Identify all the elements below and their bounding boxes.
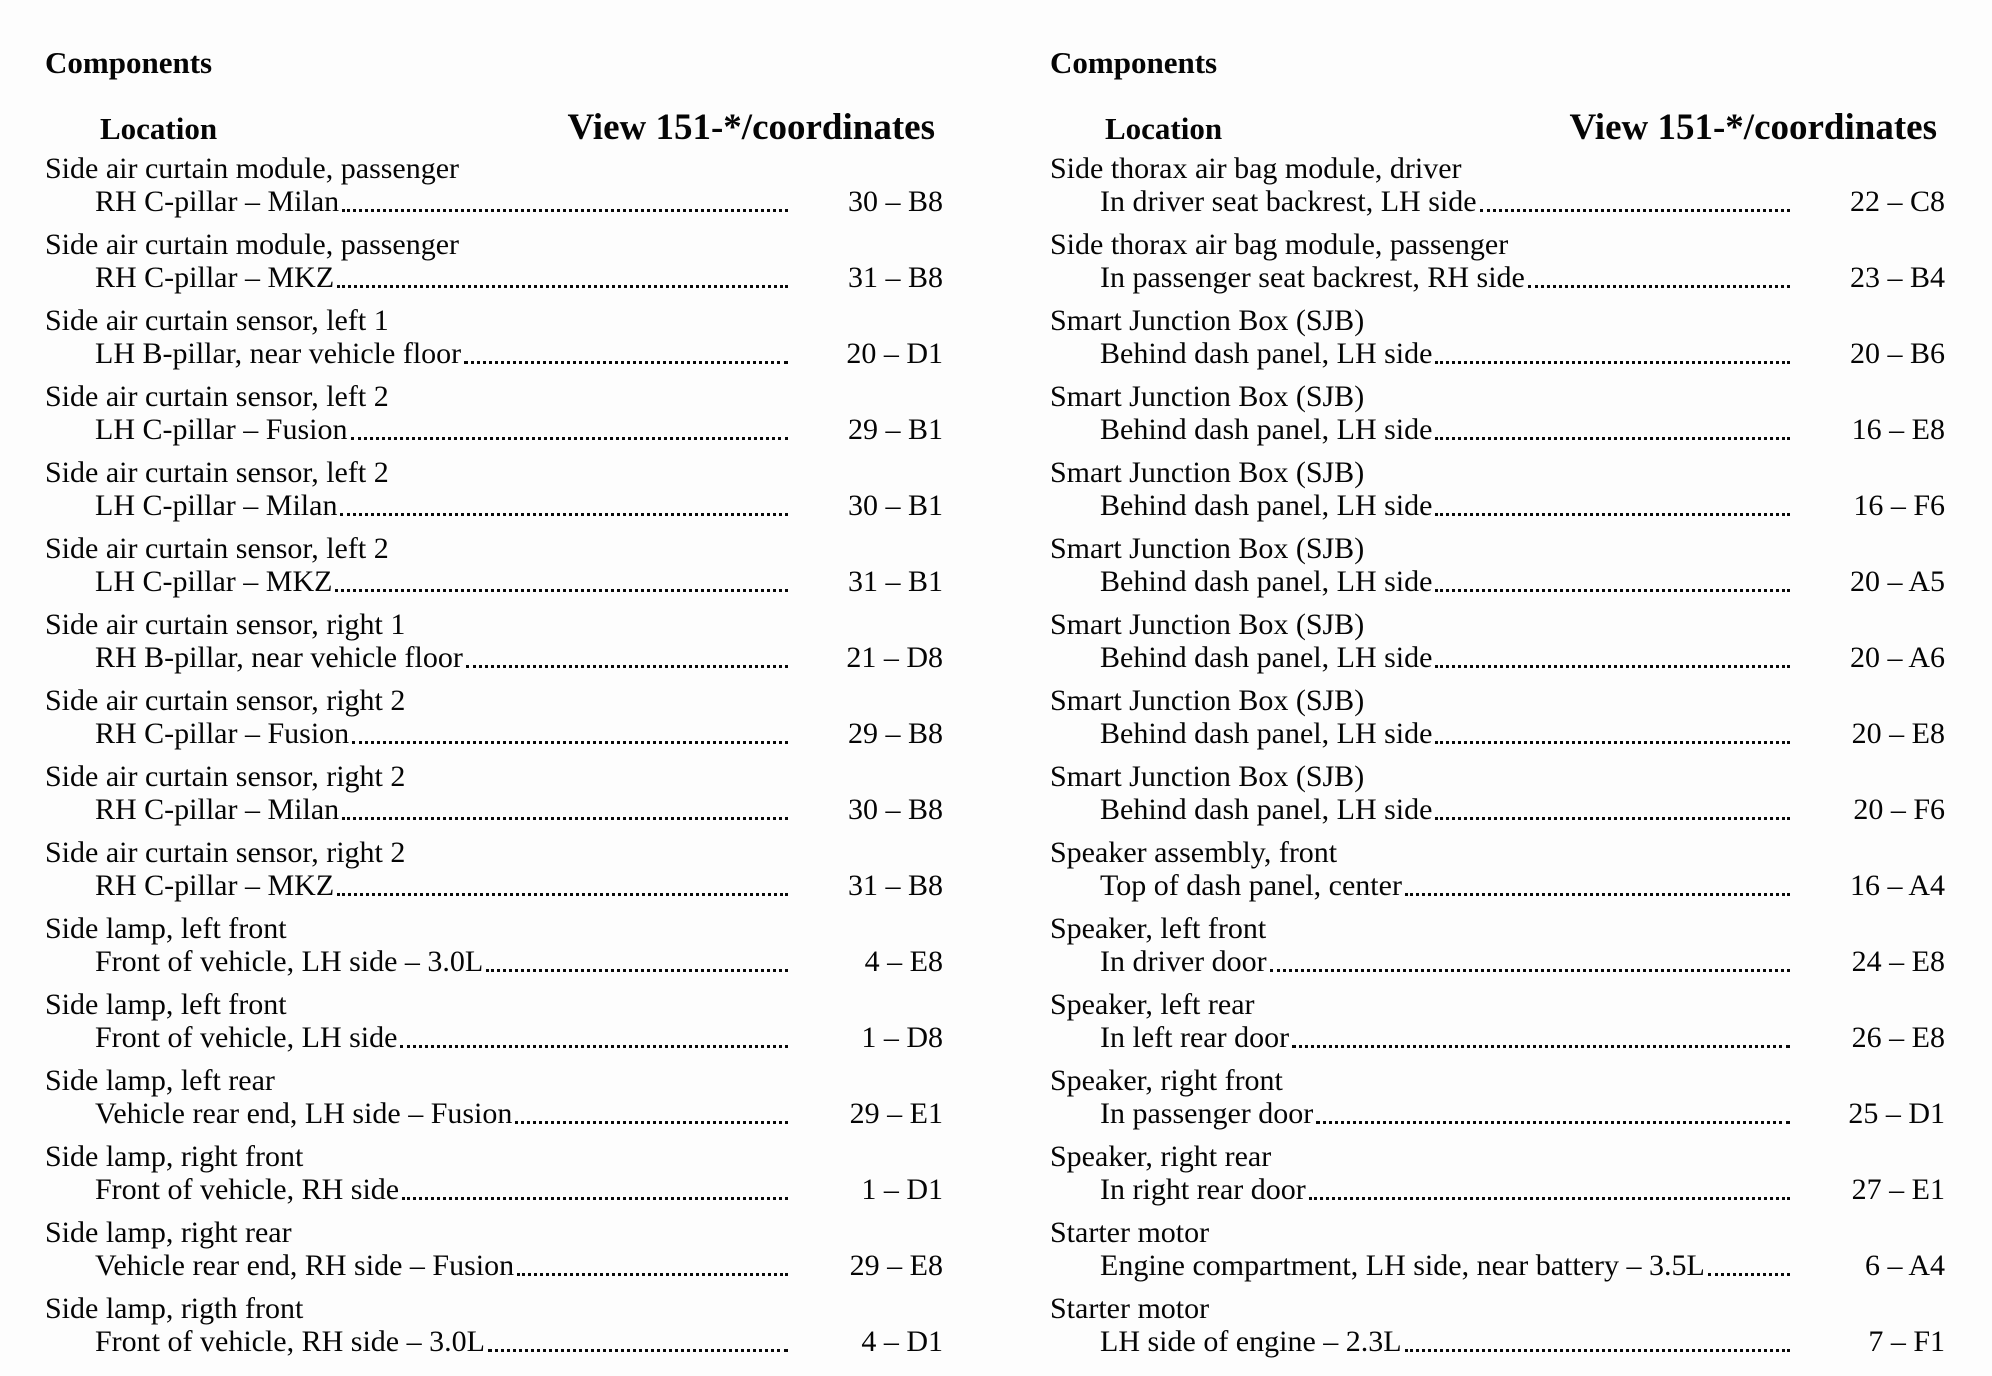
component-location: RH C-pillar – Fusion <box>95 717 350 750</box>
component-location: In left rear door <box>1100 1021 1290 1054</box>
component-name: Side lamp, right rear <box>45 1216 292 1249</box>
component-name: Side air curtain module, passenger <box>45 228 460 261</box>
component-location-row <box>1050 565 1945 598</box>
component-name: Speaker assembly, front <box>1050 836 1338 869</box>
dot-leader <box>1270 969 1790 972</box>
dot-leader <box>340 513 788 516</box>
component-entry <box>45 228 943 294</box>
component-location: Behind dash panel, LH side <box>1100 717 1433 750</box>
component-location: LH C-pillar – Milan <box>95 489 338 522</box>
component-name: Side air curtain sensor, right 2 <box>45 836 406 869</box>
component-location: In passenger seat backrest, RH side <box>1100 261 1525 294</box>
view-coordinate: 29 – B8 <box>847 717 943 750</box>
component-entry <box>45 1292 943 1358</box>
component-name: Speaker, right front <box>1050 1064 1283 1097</box>
component-location: LH C-pillar – MKZ <box>95 565 333 598</box>
component-location: RH B-pillar, near vehicle floor <box>95 641 463 674</box>
component-location-row <box>1050 413 1945 446</box>
view-coordinate: 20 – E8 <box>1851 717 1945 750</box>
component-location-row <box>45 489 943 522</box>
dot-leader <box>1708 1273 1790 1276</box>
dot-leader <box>466 665 788 668</box>
component-entry <box>45 1064 943 1130</box>
component-name: Side air curtain sensor, right 2 <box>45 684 406 717</box>
component-location-row <box>1050 869 1945 902</box>
component-name: Speaker, left rear <box>1050 988 1255 1021</box>
column-header-row <box>45 106 943 152</box>
view-coordinate: 4 – D1 <box>861 1325 943 1358</box>
dot-leader <box>402 1197 788 1200</box>
component-entry <box>1050 988 1945 1054</box>
component-location: In driver seat backrest, LH side <box>1100 185 1477 218</box>
view-coordinate: 30 – B1 <box>847 489 943 522</box>
view-coordinate: 20 – A6 <box>1849 641 1945 674</box>
component-location-row <box>45 793 943 826</box>
component-name: Side lamp, left front <box>45 912 287 945</box>
component-location: Front of vehicle, LH side <box>95 1021 398 1054</box>
components-column-left <box>45 46 943 1368</box>
component-location-row <box>1050 1021 1945 1054</box>
component-location: LH side of engine – 2.3L <box>1100 1325 1402 1358</box>
component-entry <box>1050 1140 1945 1206</box>
component-location: Front of vehicle, RH side – 3.0L <box>95 1325 485 1358</box>
component-entry <box>1050 760 1945 826</box>
component-name: Speaker, left front <box>1050 912 1267 945</box>
component-location-row <box>45 1249 943 1282</box>
component-location: In right rear door <box>1100 1173 1306 1206</box>
component-entry <box>1050 380 1945 446</box>
component-entry <box>1050 456 1945 522</box>
component-location: In passenger door <box>1100 1097 1314 1130</box>
dot-leader <box>1405 893 1790 896</box>
component-location: Behind dash panel, LH side <box>1100 565 1433 598</box>
component-name: Starter motor <box>1050 1216 1210 1249</box>
dot-leader <box>1435 741 1790 744</box>
view-coordinates-column-header: View 151-*/coordinates <box>1569 107 1937 148</box>
component-location-row <box>1050 185 1945 218</box>
component-location-row <box>45 1097 943 1130</box>
component-location-row <box>1050 717 1945 750</box>
component-location-row <box>1050 641 1945 674</box>
component-location-row <box>1050 337 1945 370</box>
component-name: Side lamp, left rear <box>45 1064 275 1097</box>
dot-leader <box>1435 361 1790 364</box>
component-name: Side air curtain module, passenger <box>45 152 460 185</box>
component-entry <box>45 152 943 218</box>
component-location-row <box>1050 1173 1945 1206</box>
dot-leader <box>1405 1349 1790 1352</box>
dot-leader <box>351 437 789 440</box>
view-coordinate: 22 – C8 <box>1849 185 1945 218</box>
components-column-right <box>1050 46 1945 1368</box>
component-entry <box>45 1216 943 1282</box>
component-location: Front of vehicle, LH side – 3.0L <box>95 945 484 978</box>
component-entry <box>1050 608 1945 674</box>
component-name: Starter motor <box>1050 1292 1210 1325</box>
component-location-row <box>1050 1249 1945 1282</box>
component-location-row <box>1050 1325 1945 1358</box>
component-location: Behind dash panel, LH side <box>1100 413 1433 446</box>
component-entry <box>1050 912 1945 978</box>
view-coordinate: 25 – D1 <box>1848 1097 1945 1130</box>
component-location-row <box>1050 489 1945 522</box>
component-location: Behind dash panel, LH side <box>1100 337 1433 370</box>
dot-leader <box>337 893 788 896</box>
component-name: Side lamp, rigth front <box>45 1292 304 1325</box>
component-entry <box>45 836 943 902</box>
component-name: Smart Junction Box (SJB) <box>1050 760 1365 793</box>
component-name: Side air curtain sensor, left 1 <box>45 304 389 337</box>
view-coordinate: 31 – B8 <box>847 869 943 902</box>
component-entry <box>45 988 943 1054</box>
component-entry <box>1050 304 1945 370</box>
component-location: RH C-pillar – Milan <box>95 185 340 218</box>
component-entry <box>45 1140 943 1206</box>
component-location-row <box>45 641 943 674</box>
entries-list <box>45 152 943 1368</box>
component-entry <box>45 456 943 522</box>
view-coordinate: 20 – F6 <box>1853 793 1945 826</box>
component-location: Front of vehicle, RH side <box>95 1173 400 1206</box>
component-name: Smart Junction Box (SJB) <box>1050 608 1365 641</box>
component-name: Side thorax air bag module, passenger <box>1050 228 1509 261</box>
component-name: Side air curtain sensor, right 2 <box>45 760 406 793</box>
component-entry <box>1050 1216 1945 1282</box>
view-coordinate: 29 – E1 <box>849 1097 943 1130</box>
component-location: LH C-pillar – Fusion <box>95 413 348 446</box>
dot-leader <box>1480 209 1790 212</box>
view-coordinate: 20 – D1 <box>846 337 943 370</box>
component-entry <box>45 760 943 826</box>
component-location-row <box>45 413 943 446</box>
dot-leader <box>400 1045 788 1048</box>
component-entry <box>45 380 943 446</box>
component-name: Side lamp, left front <box>45 988 287 1021</box>
view-coordinate: 20 – A5 <box>1849 565 1945 598</box>
component-location-row <box>45 1021 943 1054</box>
component-location-row <box>45 1173 943 1206</box>
view-coordinate: 1 – D1 <box>861 1173 943 1206</box>
view-coordinate: 29 – E8 <box>849 1249 943 1282</box>
view-coordinate: 26 – E8 <box>1851 1021 1945 1054</box>
component-name: Smart Junction Box (SJB) <box>1050 304 1365 337</box>
dot-leader <box>352 741 788 744</box>
dot-leader <box>335 589 788 592</box>
component-name: Side air curtain sensor, left 2 <box>45 380 389 413</box>
component-entry <box>45 608 943 674</box>
component-location: Behind dash panel, LH side <box>1100 489 1433 522</box>
view-coordinates-column-header: View 151-*/coordinates <box>567 107 935 148</box>
component-name: Side lamp, right front <box>45 1140 304 1173</box>
component-entry <box>45 532 943 598</box>
component-entry <box>45 912 943 978</box>
component-entry <box>1050 1064 1945 1130</box>
component-location-row <box>1050 945 1945 978</box>
view-coordinate: 30 – B8 <box>847 793 943 826</box>
dot-leader <box>1435 513 1790 516</box>
component-location-row <box>1050 261 1945 294</box>
component-location: Top of dash panel, center <box>1100 869 1402 902</box>
component-location: LH B-pillar, near vehicle floor <box>95 337 462 370</box>
component-location-row <box>1050 793 1945 826</box>
view-coordinate: 30 – B8 <box>847 185 943 218</box>
column-header-row <box>1050 106 1945 152</box>
dot-leader <box>517 1273 788 1276</box>
dot-leader <box>342 817 788 820</box>
component-location-row <box>45 869 943 902</box>
component-location: Engine compartment, LH side, near battery – 3.5L <box>1100 1249 1705 1282</box>
component-location-row <box>1050 1097 1945 1130</box>
entries-list <box>1050 152 1945 1368</box>
view-coordinate: 4 – E8 <box>864 945 943 978</box>
component-location: Behind dash panel, LH side <box>1100 641 1433 674</box>
component-entry <box>1050 152 1945 218</box>
dot-leader <box>1435 437 1790 440</box>
view-coordinate: 20 – B6 <box>1849 337 1945 370</box>
dot-leader <box>464 361 788 364</box>
components-heading: Components <box>1050 45 1218 80</box>
dot-leader <box>337 285 788 288</box>
component-location-row <box>45 261 943 294</box>
dot-leader <box>515 1121 788 1124</box>
component-entry <box>1050 228 1945 294</box>
dot-leader <box>1435 665 1790 668</box>
component-entry <box>45 304 943 370</box>
component-location: Vehicle rear end, LH side – Fusion <box>95 1097 513 1130</box>
component-location: RH C-pillar – Milan <box>95 793 340 826</box>
component-name: Smart Junction Box (SJB) <box>1050 684 1365 717</box>
dot-leader <box>1435 817 1790 820</box>
view-coordinate: 23 – B4 <box>1849 261 1945 294</box>
component-name: Speaker, right rear <box>1050 1140 1272 1173</box>
component-name: Smart Junction Box (SJB) <box>1050 532 1365 565</box>
component-location: Behind dash panel, LH side <box>1100 793 1433 826</box>
component-location-row <box>45 185 943 218</box>
component-name: Smart Junction Box (SJB) <box>1050 380 1365 413</box>
view-coordinate: 27 – E1 <box>1851 1173 1945 1206</box>
component-entry <box>1050 532 1945 598</box>
component-name: Side air curtain sensor, left 2 <box>45 456 389 489</box>
view-coordinate: 24 – E8 <box>1851 945 1945 978</box>
dot-leader <box>342 209 788 212</box>
location-column-header: Location <box>100 111 218 146</box>
components-heading: Components <box>45 45 213 80</box>
view-coordinate: 16 – F6 <box>1853 489 1945 522</box>
component-entry <box>45 684 943 750</box>
view-coordinate: 16 – A4 <box>1849 869 1945 902</box>
component-location-row <box>45 337 943 370</box>
view-coordinate: 29 – B1 <box>847 413 943 446</box>
component-location-row <box>45 945 943 978</box>
dot-leader <box>486 969 788 972</box>
component-name: Side air curtain sensor, left 2 <box>45 532 389 565</box>
component-name: Smart Junction Box (SJB) <box>1050 456 1365 489</box>
component-name: Side thorax air bag module, driver <box>1050 152 1462 185</box>
dot-leader <box>488 1349 788 1352</box>
component-entry <box>1050 836 1945 902</box>
component-location: RH C-pillar – MKZ <box>95 261 335 294</box>
component-location: In driver door <box>1100 945 1267 978</box>
view-coordinate: 7 – F1 <box>1868 1325 1945 1358</box>
view-coordinate: 1 – D8 <box>861 1021 943 1054</box>
dot-leader <box>1435 589 1790 592</box>
component-name: Side air curtain sensor, right 1 <box>45 608 406 641</box>
component-location: RH C-pillar – MKZ <box>95 869 335 902</box>
component-location-row <box>45 717 943 750</box>
component-location-row <box>45 565 943 598</box>
view-coordinate: 21 – D8 <box>846 641 943 674</box>
component-location: Vehicle rear end, RH side – Fusion <box>95 1249 515 1282</box>
dot-leader <box>1528 285 1790 288</box>
view-coordinate: 6 – A4 <box>1864 1249 1945 1282</box>
dot-leader <box>1316 1121 1790 1124</box>
location-column-header: Location <box>1105 111 1223 146</box>
view-coordinate: 16 – E8 <box>1851 413 1945 446</box>
view-coordinate: 31 – B8 <box>847 261 943 294</box>
dot-leader <box>1292 1045 1790 1048</box>
component-entry <box>1050 684 1945 750</box>
component-entry <box>1050 1292 1945 1358</box>
view-coordinate: 31 – B1 <box>847 565 943 598</box>
component-location-row <box>45 1325 943 1358</box>
dot-leader <box>1309 1197 1790 1200</box>
